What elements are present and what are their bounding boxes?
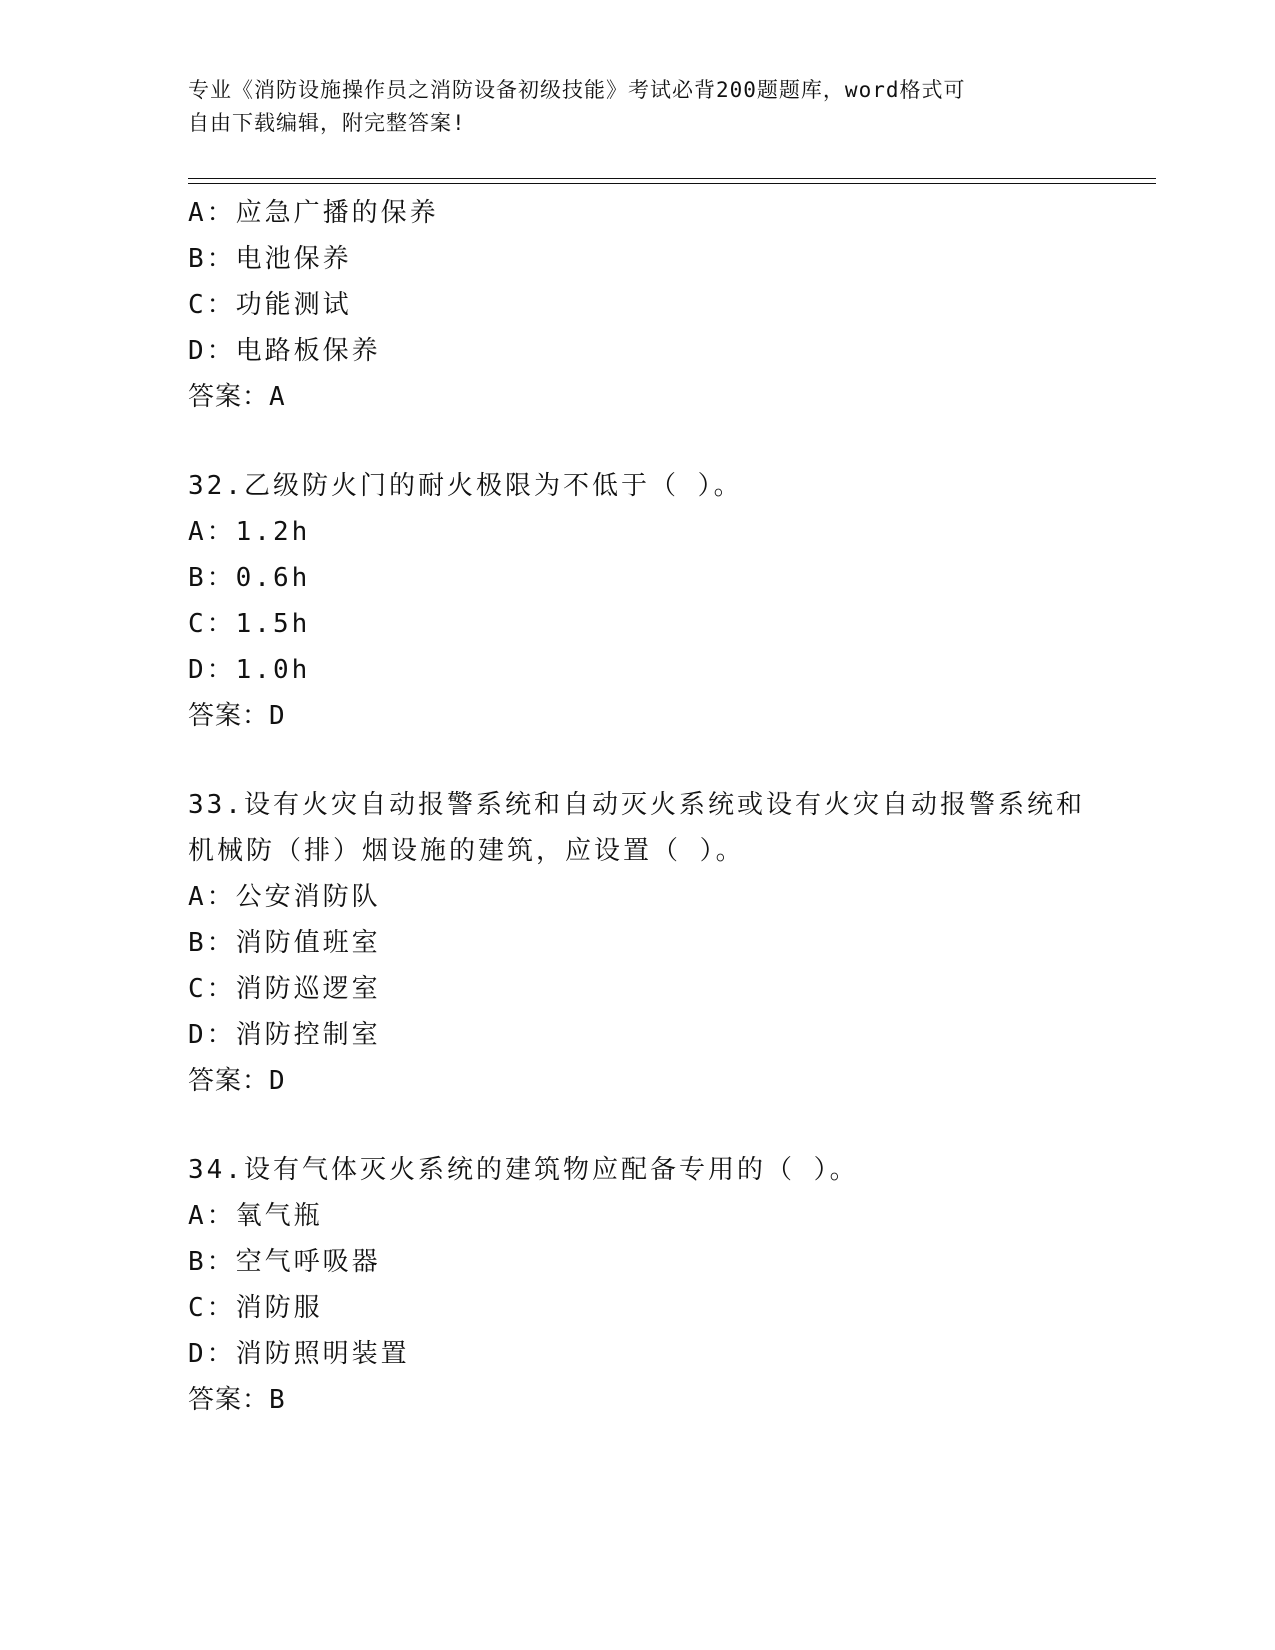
option-c: C：消防服 [188,1293,323,1323]
option-d: D：电路板保养 [188,336,381,366]
option-b: B：空气呼吸器 [188,1247,381,1277]
answer: 答案：A [188,382,286,412]
header-line-1: 专业《消防设施操作员之消防设备初级技能》考试必背200题题库，word格式可 [188,78,966,102]
option-b: B：0.6h [188,563,311,593]
option-b: B：电池保养 [188,244,352,274]
question-text: 33.设有火灾自动报警系统和自动灭火系统或设有火灾自动报警系统和 [188,790,1085,820]
question-text: 34.设有气体灭火系统的建筑物应配备专用的（ ）。 [188,1155,859,1185]
question-text-continued: 机械防（排）烟设施的建筑，应设置（ ）。 [188,836,745,866]
answer: 答案：D [188,1066,286,1096]
option-a: A：公安消防队 [188,882,381,912]
option-b: B：消防值班室 [188,928,381,958]
document-header [188,74,1088,140]
question-31-continued [188,190,1128,420]
answer: 答案：B [188,1385,286,1415]
answer: 答案：D [188,701,286,731]
question-list [188,190,1128,1423]
header-line-2: 自由下载编辑，附完整答案! [188,111,466,135]
option-d: D：1.0h [188,655,311,685]
option-d: D：消防控制室 [188,1020,381,1050]
question-33 [188,782,1128,1104]
question-text: 32.乙级防火门的耐火极限为不低于（ ）。 [188,471,743,501]
option-c: C：消防巡逻室 [188,974,381,1004]
header-rule-thick [188,178,1156,179]
option-c: C：1.5h [188,609,311,639]
option-a: A：应急广播的保养 [188,198,439,228]
option-c: C：功能测试 [188,290,352,320]
option-d: D：消防照明装置 [188,1339,410,1369]
option-a: A：1.2h [188,517,311,547]
header-rule-thin [188,183,1156,184]
option-a: A：氧气瓶 [188,1201,323,1231]
question-32 [188,463,1128,739]
question-34 [188,1147,1128,1423]
